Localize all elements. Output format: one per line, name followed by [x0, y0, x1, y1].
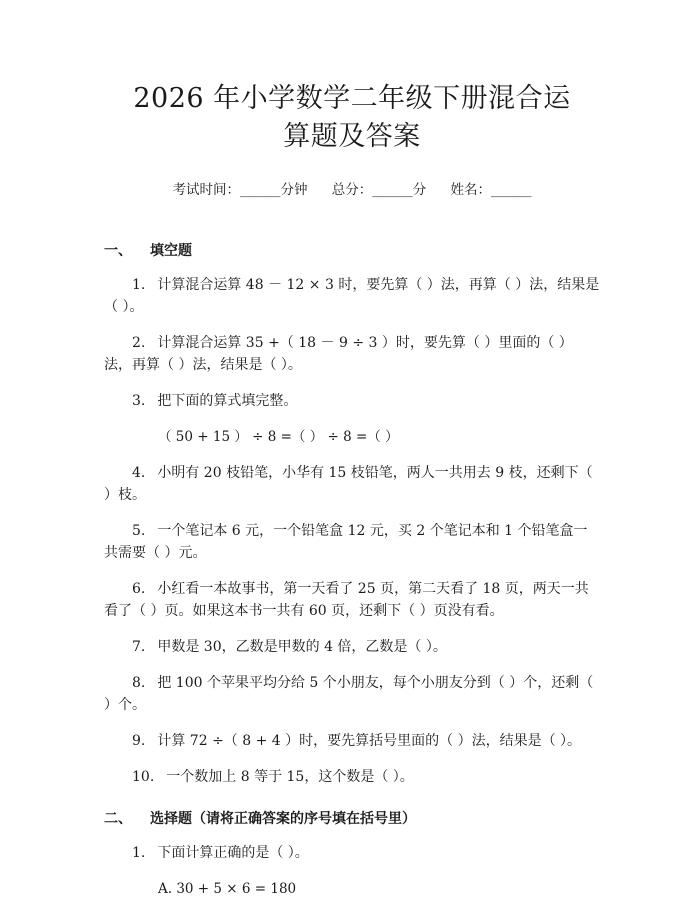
- question-text: 小明有 20 枝铅笔，小华有 15 枝铅笔，两人一共用去 9 枝，还剩下（ ）枝。: [104, 465, 593, 503]
- question-text: 把 100 个苹果平均分给 5 个小朋友，每个小朋友分到（ ）个，还剩（ ）个。: [104, 675, 594, 713]
- question-item: [104, 672, 600, 716]
- question-item: [104, 636, 600, 658]
- section-2-heading: [104, 808, 600, 828]
- question-item: [104, 842, 600, 864]
- question-text: 小红看一本故事书，第一天看了 25 页，第二天看了 18 页，两天一共看了（ ）页。如果这本书一共有 60 页，还剩下（ ）页没有看。: [104, 581, 589, 619]
- section-number: 二、: [104, 811, 132, 827]
- question-number: 7.: [132, 639, 146, 655]
- question-number: 8.: [132, 675, 146, 691]
- student-name-field: 姓名：______: [450, 182, 532, 198]
- choice-option-a: A. 30 + 5 × 6 = 180: [158, 881, 297, 897]
- question-item: [104, 766, 600, 788]
- total-score-field: 总分：______分: [331, 182, 427, 198]
- question-number: 2.: [132, 335, 146, 351]
- exam-time-field: 考试时间：______分钟: [172, 182, 308, 198]
- exam-info-line: [104, 178, 600, 198]
- question-number: 10.: [132, 769, 155, 785]
- question-text: 甲数是 30，乙数是甲数的 4 倍，乙数是（ ）。: [157, 639, 447, 655]
- question-text: 计算 72 ÷（ 8 + 4 ）时，要先算括号里面的（ ）法，结果是（ ）。: [157, 733, 582, 749]
- question-number: 6.: [132, 581, 146, 597]
- question-item: [104, 462, 600, 506]
- question-formula: （ 50 + 15 ） ÷ 8 =（ ） ÷ 8 =（ ）: [158, 429, 399, 445]
- question-item: [104, 332, 600, 376]
- question-item: [104, 730, 600, 752]
- question-item: [104, 274, 600, 318]
- question-item: [104, 520, 600, 564]
- question-text: 计算混合运算 48 － 12 × 3 时，要先算（ ）法，再算（ ）法，结果是（ ）。: [104, 277, 600, 315]
- question-number: 5.: [132, 523, 146, 539]
- question-item: [104, 578, 600, 622]
- section-title: 选择题（请将正确答案的序号填在括号里）: [150, 811, 416, 827]
- question-text: 把下面的算式填完整。: [157, 393, 298, 409]
- question-item: [104, 390, 600, 412]
- section-1-heading: [104, 240, 600, 260]
- page-title: 2026 年小学数学二年级下册混合运算题及答案: [133, 83, 571, 152]
- question-text: 计算混合运算 35 +（ 18 － 9 ÷ 3 ）时，要先算（ ）里面的（ ）法，再算（ ）法，结果是（ ）。: [104, 335, 573, 373]
- question-number: 9.: [132, 733, 146, 749]
- question-number: 4.: [132, 465, 146, 481]
- question-number: 3.: [132, 393, 146, 409]
- question-number: 1.: [132, 845, 146, 861]
- question-text: 下面计算正确的是（ ）。: [157, 845, 309, 861]
- question-text: 一个数加上 8 等于 15，这个数是（ ）。: [166, 769, 414, 785]
- section-title: 填空题: [150, 243, 192, 259]
- section-number: 一、: [104, 243, 132, 259]
- question-number: 1.: [132, 277, 146, 293]
- question-text: 一个笔记本 6 元，一个铅笔盒 12 元，买 2 个笔记本和 1 个铅笔盒一共需要（ ）元。: [104, 523, 588, 561]
